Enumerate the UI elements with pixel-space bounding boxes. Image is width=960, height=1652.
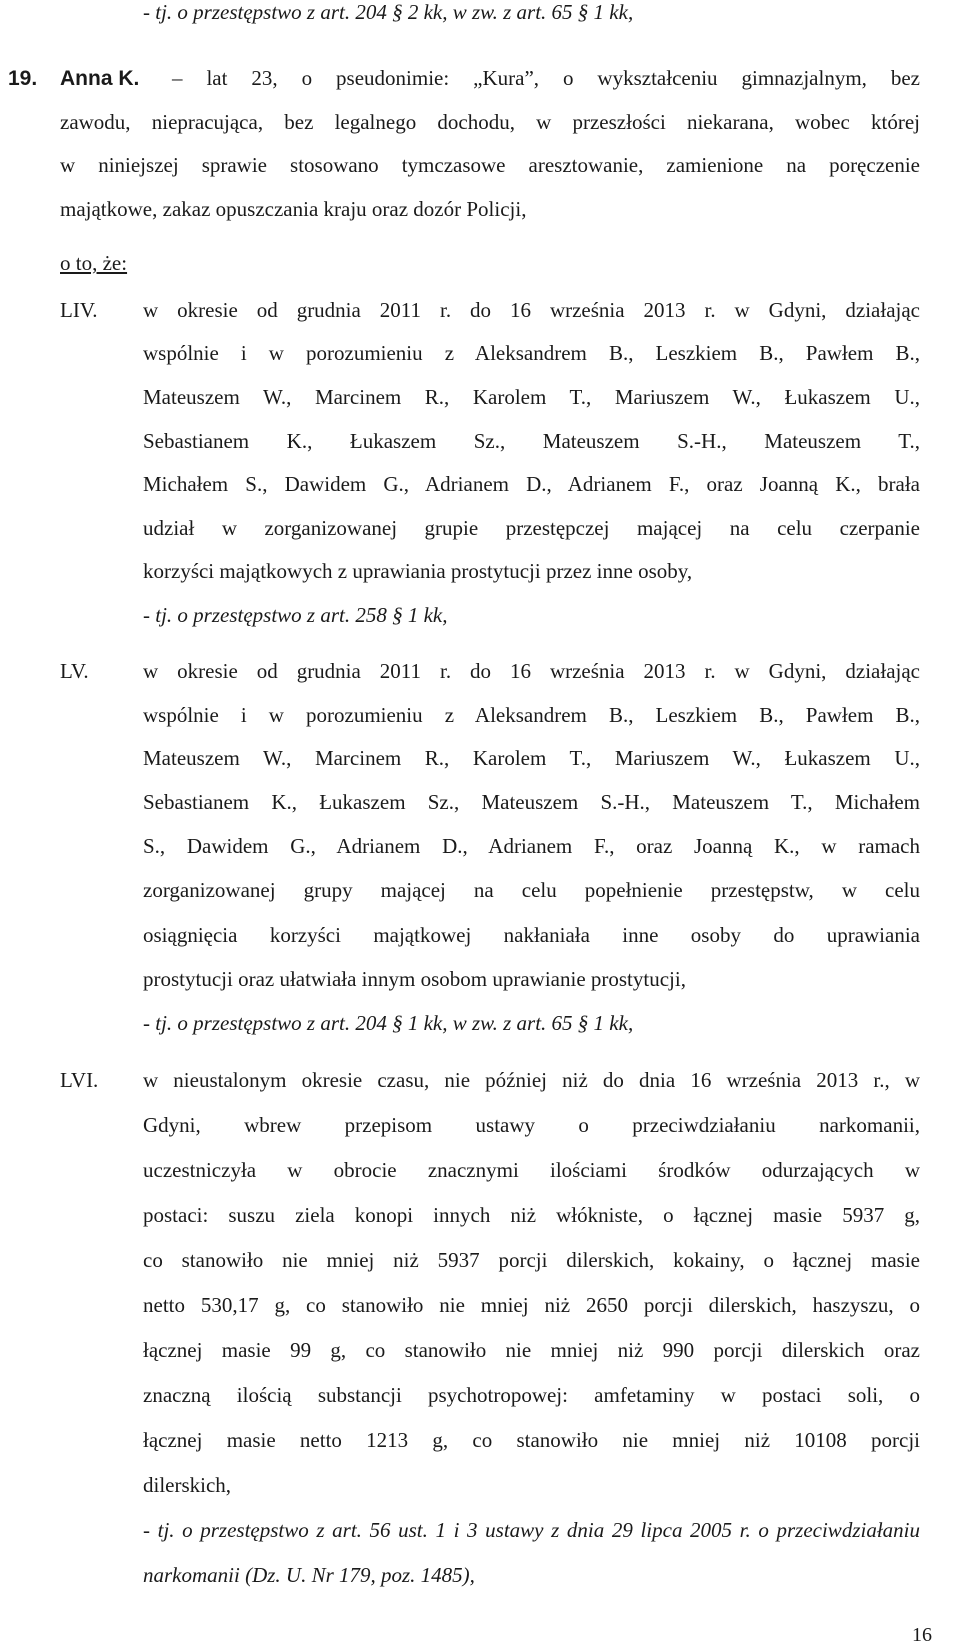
charge-line: korzyści majątkowych z uprawiania prostytucji przez inne osoby, [143, 559, 693, 583]
charge-line: udział w zorganizowanej grupie przestępczej mającej na celu czerpanie [143, 516, 920, 540]
charge-line: prostytucji oraz ułatwiała innym osobom uprawianie prostytucji, [143, 967, 686, 991]
charge-intro: o to, że: [60, 251, 128, 275]
charge-line: Mateuszem W., Marcinem R., Karolem T., Mariuszem W., Łukaszem U., [143, 385, 920, 409]
charge-marker: LV. [60, 659, 89, 683]
charge-line: znaczną ilością substancji psychotropowej: amfetaminy w postaci soli, o [143, 1383, 920, 1407]
charge-marker: LVI. [60, 1068, 99, 1092]
charge-line: wspólnie i w porozumieniu z Aleksandrem B., Leszkiem B., Pawłem B., [143, 341, 920, 365]
charge-line: w okresie od grudnia 2011 r. do 16 września 2013 r. w Gdyni, działając [143, 298, 920, 322]
charge-qualification: - tj. o przestępstwo z art. 258 § 1 kk, [143, 603, 448, 627]
charge-line: co stanowiło nie mniej niż 5937 porcji dilerskich, kokainy, o łącznej masie [143, 1248, 920, 1272]
charge-line: Gdyni, wbrew przepisom ustawy o przeciwdziałaniu narkomanii, [143, 1113, 920, 1137]
charge-line: uczestniczyła w obrocie znacznymi ilościami środków odurzających w [143, 1158, 920, 1182]
charge-line: Michałem S., Dawidem G., Adrianem D., Adrianem F., oraz Joanną K., brała [143, 472, 920, 496]
charge-line: wspólnie i w porozumieniu z Aleksandrem B., Leszkiem B., Pawłem B., [143, 703, 920, 727]
charge-qualification: - tj. o przestępstwo z art. 56 ust. 1 i 3 ustawy z dnia 29 lipca 2005 r. o przeciwdziałaniu [143, 1518, 920, 1542]
charge-marker: LIV. [60, 298, 98, 322]
charge-qualification: narkomanii (Dz. U. Nr 179, poz. 1485), [143, 1563, 475, 1587]
qualification-previous: - tj. o przestępstwo z art. 204 § 2 kk, w zw. z art. 65 § 1 kk, [143, 0, 634, 24]
charge-qualification: - tj. o przestępstwo z art. 204 § 1 kk, w zw. z art. 65 § 1 kk, [143, 1011, 634, 1035]
person-description-line: zawodu, niepracująca, bez legalnego dochodu, w przeszłości niekarana, wobec której [60, 110, 920, 134]
charge-line: dilerskich, [143, 1473, 232, 1497]
charge-line: zorganizowanej grupy mającej na celu popełnienie przestępstw, w celu [143, 878, 920, 902]
charge-line: Sebastianem K., Łukaszem Sz., Mateuszem S.-H., Mateuszem T., [143, 429, 920, 453]
charge-line: łącznej masie 99 g, co stanowiło nie mniej niż 990 porcji dilerskich oraz [143, 1338, 920, 1362]
page-number: 16 [912, 1624, 932, 1646]
charge-line: osiągnięcia korzyści majątkowej nakłaniała inne osoby do uprawiania [143, 923, 920, 947]
charge-line: postaci: suszu ziela konopi innych niż włókniste, o łącznej masie 5937 g, [143, 1203, 920, 1227]
charge-line: w nieustalonym okresie czasu, nie później niż do dnia 16 września 2013 r., w [143, 1068, 920, 1092]
person-number: 19. [8, 67, 38, 90]
person-description-line: w niniejszej sprawie stosowano tymczasowe aresztowanie, zamienione na poręczenie [60, 153, 920, 177]
charge-line: netto 530,17 g, co stanowiło nie mniej niż 2650 porcji dilerskich, haszyszu, o [143, 1293, 920, 1317]
charge-line: Sebastianem K., Łukaszem Sz., Mateuszem S.-H., Mateuszem T., Michałem [143, 790, 920, 814]
person-description-line: – lat 23, o pseudonimie: „Kura”, o wykształceniu gimnazjalnym, bez [172, 66, 920, 90]
charge-line: S., Dawidem G., Adrianem D., Adrianem F., oraz Joanną K., w ramach [143, 834, 920, 858]
charge-line: w okresie od grudnia 2011 r. do 16 września 2013 r. w Gdyni, działając [143, 659, 920, 683]
charge-line: łącznej masie netto 1213 g, co stanowiło nie mniej niż 10108 porcji [143, 1428, 920, 1452]
person-description-line: majątkowe, zakaz opuszczania kraju oraz dozór Policji, [60, 197, 527, 221]
person-name: Anna K. [60, 67, 140, 90]
charge-line: Mateuszem W., Marcinem R., Karolem T., Mariuszem W., Łukaszem U., [143, 746, 920, 770]
